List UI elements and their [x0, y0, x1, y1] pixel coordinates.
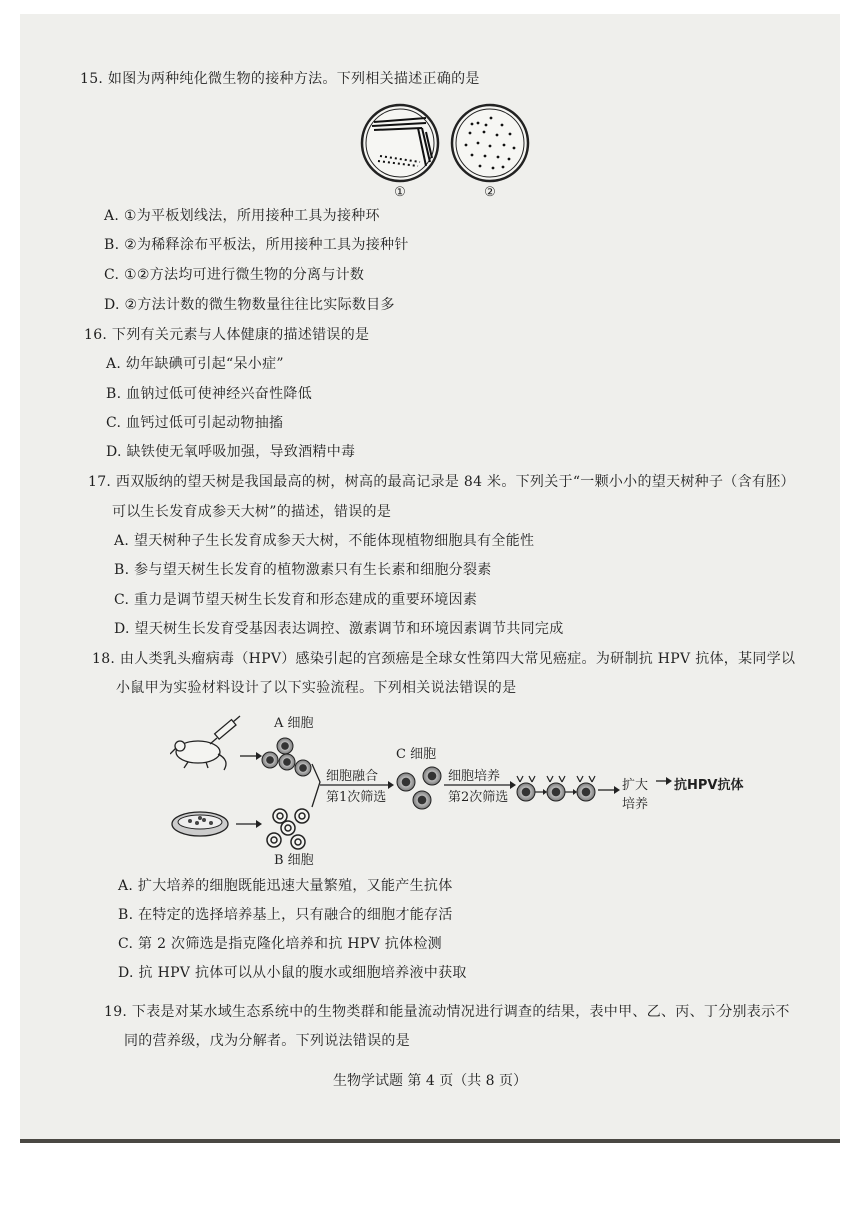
b-cell-label: B 细胞 — [274, 853, 314, 868]
q17-stem-line1: 17. 西双版纳的望天树是我国最高的树，树高的最高记录是 84 米。下列关于“一颗小小的望天树种子（含有胚） — [88, 474, 795, 490]
q17-option-d: D. 望天树生长发育受基因表达调控、激素调节和环境因素调节共同完成 — [114, 621, 564, 637]
fusion-label: 细胞融合 — [326, 769, 379, 784]
c-cell-label: C 细胞 — [396, 747, 437, 762]
mouse-icon — [170, 741, 226, 770]
product-label: 抗HPV抗体 — [674, 778, 744, 793]
arrow-icon — [656, 776, 672, 786]
expand-label-1: 扩大 — [622, 778, 649, 793]
cloned-cells — [517, 776, 595, 801]
page-footer: 生物学试题 第 4 页（共 8 页） — [332, 1073, 528, 1089]
a-cell-label: A 细胞 — [274, 716, 314, 731]
q15-option-a: A. ①为平板划线法，所用接种工具为接种环 — [104, 208, 380, 224]
spread-plate-dish — [452, 105, 528, 181]
q17-option-b: B. 参与望天树生长发育的植物激素只有生长素和细胞分裂素 — [114, 562, 492, 578]
a-cells — [262, 738, 311, 776]
petri-dish-icon — [172, 812, 228, 836]
q16-option-a: A. 幼年缺碘可引起“呆小症” — [106, 356, 284, 372]
q18-option-b: B. 在特定的选择培养基上，只有融合的细胞才能存活 — [118, 907, 453, 923]
expand-label-2: 培养 — [622, 797, 649, 812]
screen1-label: 第1次筛选 — [326, 790, 387, 805]
q15-figure — [360, 98, 535, 200]
q19-stem-line2: 同的营养级，戊为分解者。下列说法错误的是 — [124, 1033, 410, 1049]
q17-stem-line2: 可以生长发育成参天大树”的描述，错误的是 — [112, 504, 392, 520]
culture-label: 细胞培养 — [448, 769, 501, 784]
q15-stem: 15. 如图为两种纯化微生物的接种方法。下列相关描述正确的是 — [80, 71, 480, 87]
q18-stem-line2: 小鼠甲为实验材料设计了以下实验流程。下列相关说法错误的是 — [116, 680, 517, 696]
q16-option-d: D. 缺铁使无氧呼吸加强，导致酒精中毒 — [106, 444, 356, 460]
c-cells — [397, 767, 441, 809]
hybridoma-flow-diagram — [170, 712, 650, 872]
b-cells — [267, 809, 309, 849]
q16-option-c: C. 血钙过低可引起动物抽搐 — [106, 415, 284, 431]
q16-stem: 16. 下列有关元素与人体健康的描述错误的是 — [84, 327, 370, 343]
q18-option-a: A. 扩大培养的细胞既能迅速大量繁殖，又能产生抗体 — [118, 878, 453, 894]
q18-option-c: C. 第 2 次筛选是指克隆化培养和抗 HPV 抗体检测 — [118, 936, 442, 952]
screen2-label: 第2次筛选 — [448, 790, 509, 805]
streak-plate-dish — [362, 105, 438, 181]
q19-stem-line1: 19. 下表是对某水域生态系统中的生物类群和能量流动情况进行调查的结果，表中甲、乙、丙、丁分别表示不 — [104, 1004, 790, 1020]
q18-stem-line1: 18. 由人类乳头瘤病毒（HPV）感染引起的宫颈癌是全球女性第四大常见癌症。为研制抗 HPV 抗体，某同学以 — [92, 651, 796, 667]
q15-option-b: B. ②为稀释涂布平板法，所用接种工具为接种针 — [104, 237, 409, 253]
q18-option-d: D. 抗 HPV 抗体可以从小鼠的腹水或细胞培养液中获取 — [118, 965, 467, 981]
syringe-icon — [210, 716, 240, 744]
q16-option-b: B. 血钠过低可使神经兴奋性降低 — [106, 386, 312, 402]
q17-option-a: A. 望天树种子生长发育成参天大树，不能体现植物细胞具有全能性 — [114, 533, 535, 549]
q15-option-d: D. ②方法计数的微生物数量往往比实际数目多 — [104, 297, 395, 313]
q17-option-c: C. 重力是调节望天树生长发育和形态建成的重要环境因素 — [114, 592, 478, 608]
q15-option-c: C. ①②方法均可进行微生物的分离与计数 — [104, 267, 365, 283]
figure-label-1: ① — [394, 185, 406, 200]
figure-label-2: ② — [484, 185, 496, 200]
